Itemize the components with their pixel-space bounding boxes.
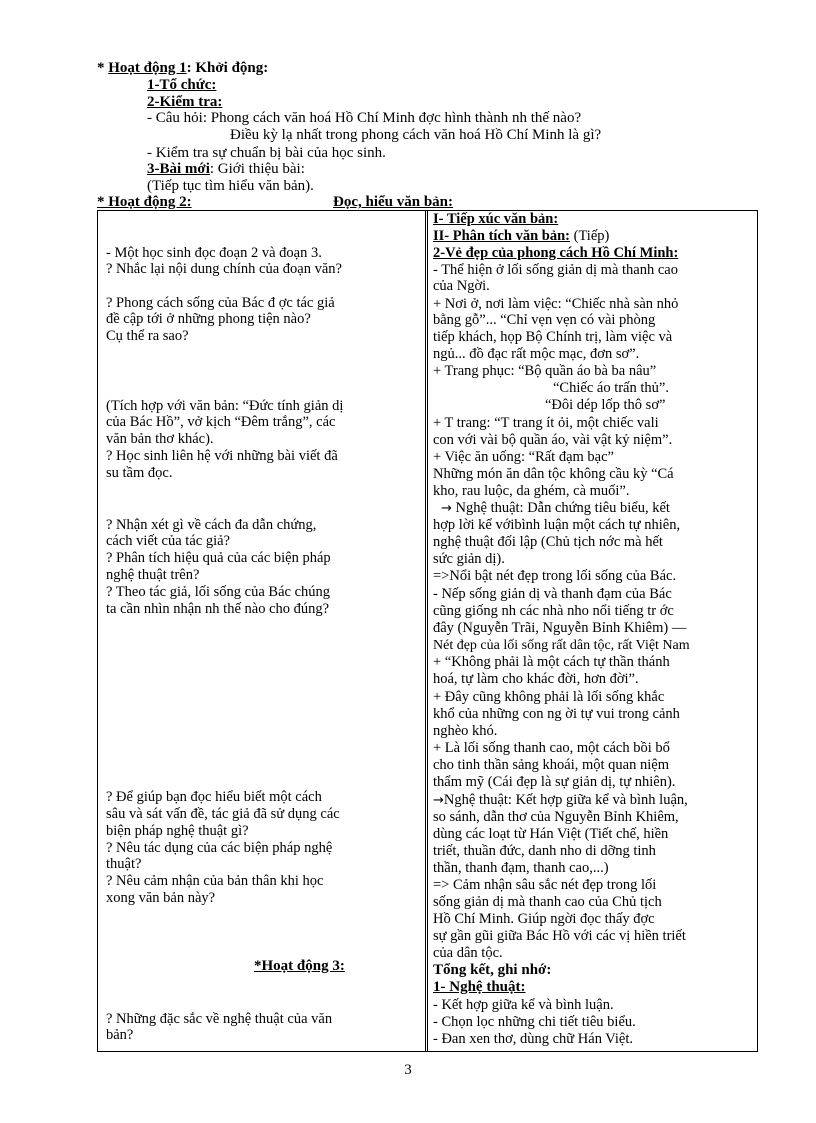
right-line: - Chọn lọc những chi tiết tiêu biểu. [433, 1014, 636, 1030]
check-heading: 2-Kiểm tra: [147, 94, 223, 110]
right-line: khổ của những con ng ời tự vui trong cảnh [433, 706, 680, 722]
column-divider [425, 210, 428, 1052]
left-line: su tầm đọc. [106, 465, 173, 481]
right-line: Những món ăn dân tộc không cầu kỳ “Cá [433, 466, 674, 482]
section-heading: 2-Vẻ đẹp của phong cách Hồ Chí Minh: [433, 245, 679, 261]
summary-heading: Tổng kết, ghi nhớ: [433, 962, 552, 978]
section-heading: II- Phân tích văn bản: (Tiếp) [433, 228, 610, 244]
left-line: ? Để giúp bạn đọc hiểu biết một cách [106, 789, 322, 805]
art-heading: 1- Nghệ thuật: [433, 979, 526, 995]
right-line: thần, thanh đạm, thanh cao,...) [433, 860, 609, 876]
right-line: + Nơi ở, nơi làm việc: “Chiếc nhà sàn nhỏ [433, 296, 679, 312]
new-lesson-heading: 3-Bài mới: Giới thiệu bài: [147, 161, 305, 177]
right-line: =>Nổi bật nét đẹp trong lối sống của Bác. [433, 568, 677, 584]
left-line: ? Những đặc sắc về nghệ thuật của văn [106, 1011, 333, 1027]
right-line: + Là lối sống thanh cao, một cách bồi bổ [433, 740, 670, 756]
right-line: triết, thuần đức, danh nho di dỡng tinh [433, 843, 656, 859]
right-line: → Nghệ thuật: Dẫn chứng tiêu biểu, kết [441, 500, 670, 516]
right-line: bằng gỗ”... “Chỉ vẹn vẹn có vài phòng [433, 312, 656, 328]
continue-note: (Tiếp tục tìm hiểu văn bản). [147, 178, 314, 194]
right-line: - Kết hợp giữa kể và bình luận. [433, 997, 614, 1013]
left-line: Cụ thể ra sao? [106, 328, 189, 344]
right-line: “Chiếc áo trấn thủ”. [553, 380, 669, 396]
right-line: của dân tộc. [433, 945, 503, 961]
right-line: - Nếp sống giản dị và thanh đạm của Bác [433, 586, 672, 602]
activity-3-heading: *Hoạt động 3: [254, 958, 345, 974]
page-number: 3 [404, 1062, 412, 1078]
right-line: so sánh, dẫn thơ của Nguyễn Bỉnh Khiêm, [433, 809, 679, 825]
right-line: dùng các loạt từ Hán Việt (Tiết chế, hiền [433, 826, 669, 842]
right-line: Nét đẹp của lối sống rất dân tộc, rất Việt Nam [433, 638, 690, 653]
left-line: nghệ thuật trên? [106, 567, 200, 583]
right-line: nghệ thuật đối lập (Chủ tịch nớc mà hết [433, 534, 663, 550]
right-line: hoá, tự làm cho khác đời, hơn đời”. [433, 671, 639, 687]
right-line: con với vài bộ quần áo, vài vật kỷ niệm”. [433, 432, 673, 448]
right-line: + Việc ăn uống: “Rất đạm bạc” [433, 449, 614, 465]
left-line: ? Nhận xét gì về cách đa dẫn chứng, [106, 517, 317, 533]
right-line: sự gần gũi giữa Bác Hồ với các vị hiền triết [433, 928, 686, 944]
left-line: đề cập tới ở những phong tiện nào? [106, 311, 311, 327]
left-line: thuật? [106, 856, 142, 872]
left-line: ? Nhắc lại nội dung chính của đoạn văn? [106, 261, 342, 277]
right-line: + “Không phải là một cách tự thần thánh [433, 654, 670, 670]
right-line: sức giản dị). [433, 551, 505, 567]
left-line: ? Phong cách sống của Bác đ ợc tác giả [106, 295, 335, 311]
activity-2-subtitle: Đọc, hiểu văn bản: [333, 194, 454, 210]
right-line: - Đan xen thơ, dùng chữ Hán Việt. [433, 1031, 634, 1047]
arrow-right-icon: → [441, 501, 452, 516]
right-line: của Ngời. [433, 278, 490, 294]
right-line: nghèo khó. [433, 723, 498, 739]
right-line: ngủ... đồ đạc rất mộc mạc, đơn sơ”. [433, 346, 640, 362]
left-line: (Tích hợp với văn bản: “Đức tính giản dị [106, 398, 344, 414]
left-line: ? Nêu tác dụng của các biện pháp nghệ [106, 840, 333, 856]
left-line: ? Nêu cảm nhận của bản thân khi học [106, 873, 324, 889]
right-line: + Đây cũng không phải là lối sống khắc [433, 689, 665, 705]
right-line: sống giản dị mà thanh cao của Chủ tịch [433, 894, 662, 910]
preparation-check: - Kiểm tra sự chuẩn bị bài của học sinh. [147, 145, 386, 161]
right-line: kho, rau luộc, da ghém, cà muối”. [433, 483, 630, 499]
right-line: thẩm mỹ (Cái đẹp là sự giản dị, tự nhiên). [433, 774, 676, 790]
left-line: - Một học sinh đọc đoạn 2 và đoạn 3. [106, 245, 322, 261]
activity-1-heading: * Hoạt động 1: Khởi động: [97, 60, 269, 76]
right-line: “Đôi dép lốp thô sơ” [545, 397, 666, 413]
left-line: biện pháp nghệ thuật gì? [106, 823, 249, 839]
right-line: cũng giống nh các nhà nho nổi tiếng tr ớc [433, 603, 674, 619]
left-line: ta cần nhìn nhận nh thế nào cho đúng? [106, 601, 330, 617]
arrow-right-icon: → [433, 793, 444, 808]
right-line: tiếp khách, họp Bộ Chính trị, làm việc và [433, 329, 673, 345]
activity-1-title: Hoạt động 1 [108, 60, 187, 76]
right-line: cho tinh thần sảng khoái, một quan niệm [433, 757, 669, 773]
right-line: hợp lời kể vớibình luận một cách tự nhiên, [433, 517, 681, 533]
right-line: => Cảm nhận sâu sắc nét đẹp trong lối [433, 877, 657, 893]
right-line: đây (Nguyễn Trãi, Nguyễn Bỉnh Khiêm) — [433, 620, 687, 636]
activity-2-title: * Hoạt động 2: [97, 194, 192, 210]
right-line: Hồ Chí Minh. Giúp ngời đọc thấy đợc [433, 911, 655, 927]
right-line: + T trang: “T trang ít ỏi, một chiếc vali [433, 415, 659, 431]
left-line: ? Theo tác giả, lối sống của Bác chúng [106, 584, 331, 600]
left-line: xong văn bản này? [106, 890, 216, 906]
section-heading: I- Tiếp xúc văn bản: [433, 211, 559, 227]
question-line-1: - Câu hỏi: Phong cách văn hoá Hồ Chí Minh đợc hình thành nh thế nào? [147, 110, 582, 126]
right-line: →Nghệ thuật: Kết hợp giữa kể và bình luận, [433, 792, 688, 808]
left-line: ? Học sinh liên hệ với những bài viết đã [106, 448, 338, 464]
left-line: sâu và sát vấn đề, tác giả đã sử dụng các [106, 806, 340, 822]
organization-heading: 1-Tổ chức: [147, 77, 217, 93]
left-line: của Bác Hồ”, vở kịch “Đêm trắng”, các [106, 414, 336, 430]
left-line: ? Phân tích hiệu quả của các biện pháp [106, 550, 331, 566]
left-line: bản? [106, 1027, 134, 1043]
right-line: + Trang phục: “Bộ quần áo bà ba nâu” [433, 363, 657, 379]
right-line: - Thể hiện ở lối sống giản dị mà thanh cao [433, 262, 678, 278]
left-line: cách viết của tác giả? [106, 533, 230, 549]
left-line: văn bản thơ khác). [106, 431, 214, 447]
question-line-2: Điều kỳ lạ nhất trong phong cách văn hoá Hồ Chí Minh là gì? [230, 127, 602, 143]
